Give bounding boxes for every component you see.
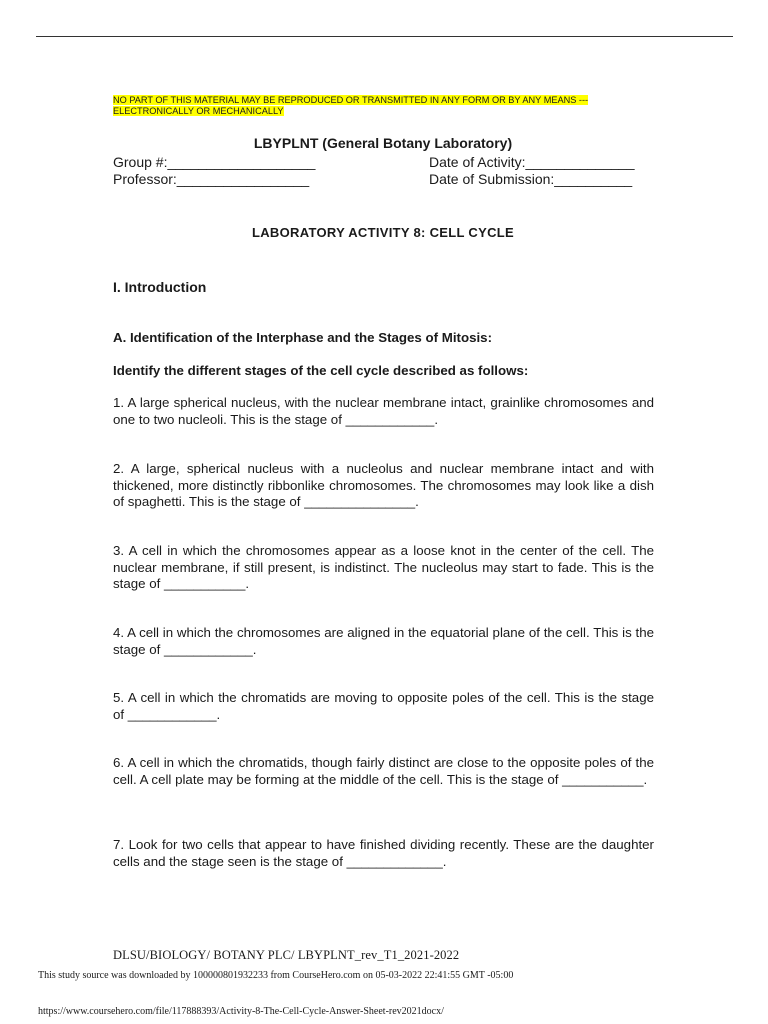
question-item-6: 6. A cell in which the chromatids, though fairly distinct are close to the opposite poles of the cell. A cell plate may be forming at the middle of the cell. This is the stage of ___________. [113, 755, 654, 787]
section-heading: I. Introduction [113, 279, 207, 295]
question-item-3: 3. A cell in which the chromosomes appear as a loose knot in the center of the cell. The nuclear membrane, if still present, is indistinct. The nucleolus may start to fade. This is the stage of ___________. [113, 543, 654, 591]
copyright-warning-text: NO PART OF THIS MATERIAL MAY BE REPRODUCED OR TRANSMITTED IN ANY FORM OR BY ANY MEANS --- ELECTRONICALLY OR MECHANICALLY [113, 95, 589, 116]
question-item-4: 4. A cell in which the chromosomes are aligned in the equatorial plane of the cell. This is the stage of ____________. [113, 625, 654, 657]
copyright-warning [113, 95, 653, 117]
download-source-note: This study source was downloaded by 100000801932233 from CourseHero.com on 05-03-2022 22:41:55 GMT -05:00 [38, 970, 514, 981]
question-item-5: 5. A cell in which the chromatids are moving to opposite poles of the cell. This is the stage of ____________. [113, 690, 654, 722]
course-title: LBYPLNT (General Botany Laboratory) [253, 135, 513, 151]
professor-field: Professor:_________________ [113, 171, 310, 187]
question-item-7: 7. Look for two cells that appear to have finished dividing recently. These are the daughter cells and the stage seen is the stage of _____________. [113, 837, 654, 869]
date-of-activity-field: Date of Activity:______________ [429, 154, 635, 170]
question-item-1: 1. A large spherical nucleus, with the nuclear membrane intact, grainlike chromosomes and one to two nucleoli. This is the stage of ____________. [113, 395, 654, 427]
question-item-2: 2. A large, spherical nucleus with a nucleolus and nuclear membrane intact and with thickened, more distinctly ribbonlike chromosomes. The chromosomes may look like a dish of spaghetti. This is the stage of _______________. [113, 461, 654, 509]
activity-title: LABORATORY ACTIVITY 8: CELL CYCLE [252, 225, 514, 240]
top-divider [36, 36, 733, 37]
source-url: https://www.coursehero.com/file/117888393/Activity-8-The-Cell-Cycle-Answer-Sheet-rev2021docx/ [38, 1006, 444, 1017]
footer-document-code: DLSU/BIOLOGY/ BOTANY PLC/ LBYPLNT_rev_T1_2021-2022 [113, 948, 460, 962]
instruction: Identify the different stages of the cell cycle described as follows: [113, 363, 529, 378]
date-of-submission-field: Date of Submission:__________ [429, 171, 633, 187]
subheading-a: A. Identification of the Interphase and the Stages of Mitosis: [113, 330, 492, 345]
group-field: Group #:___________________ [113, 154, 316, 170]
